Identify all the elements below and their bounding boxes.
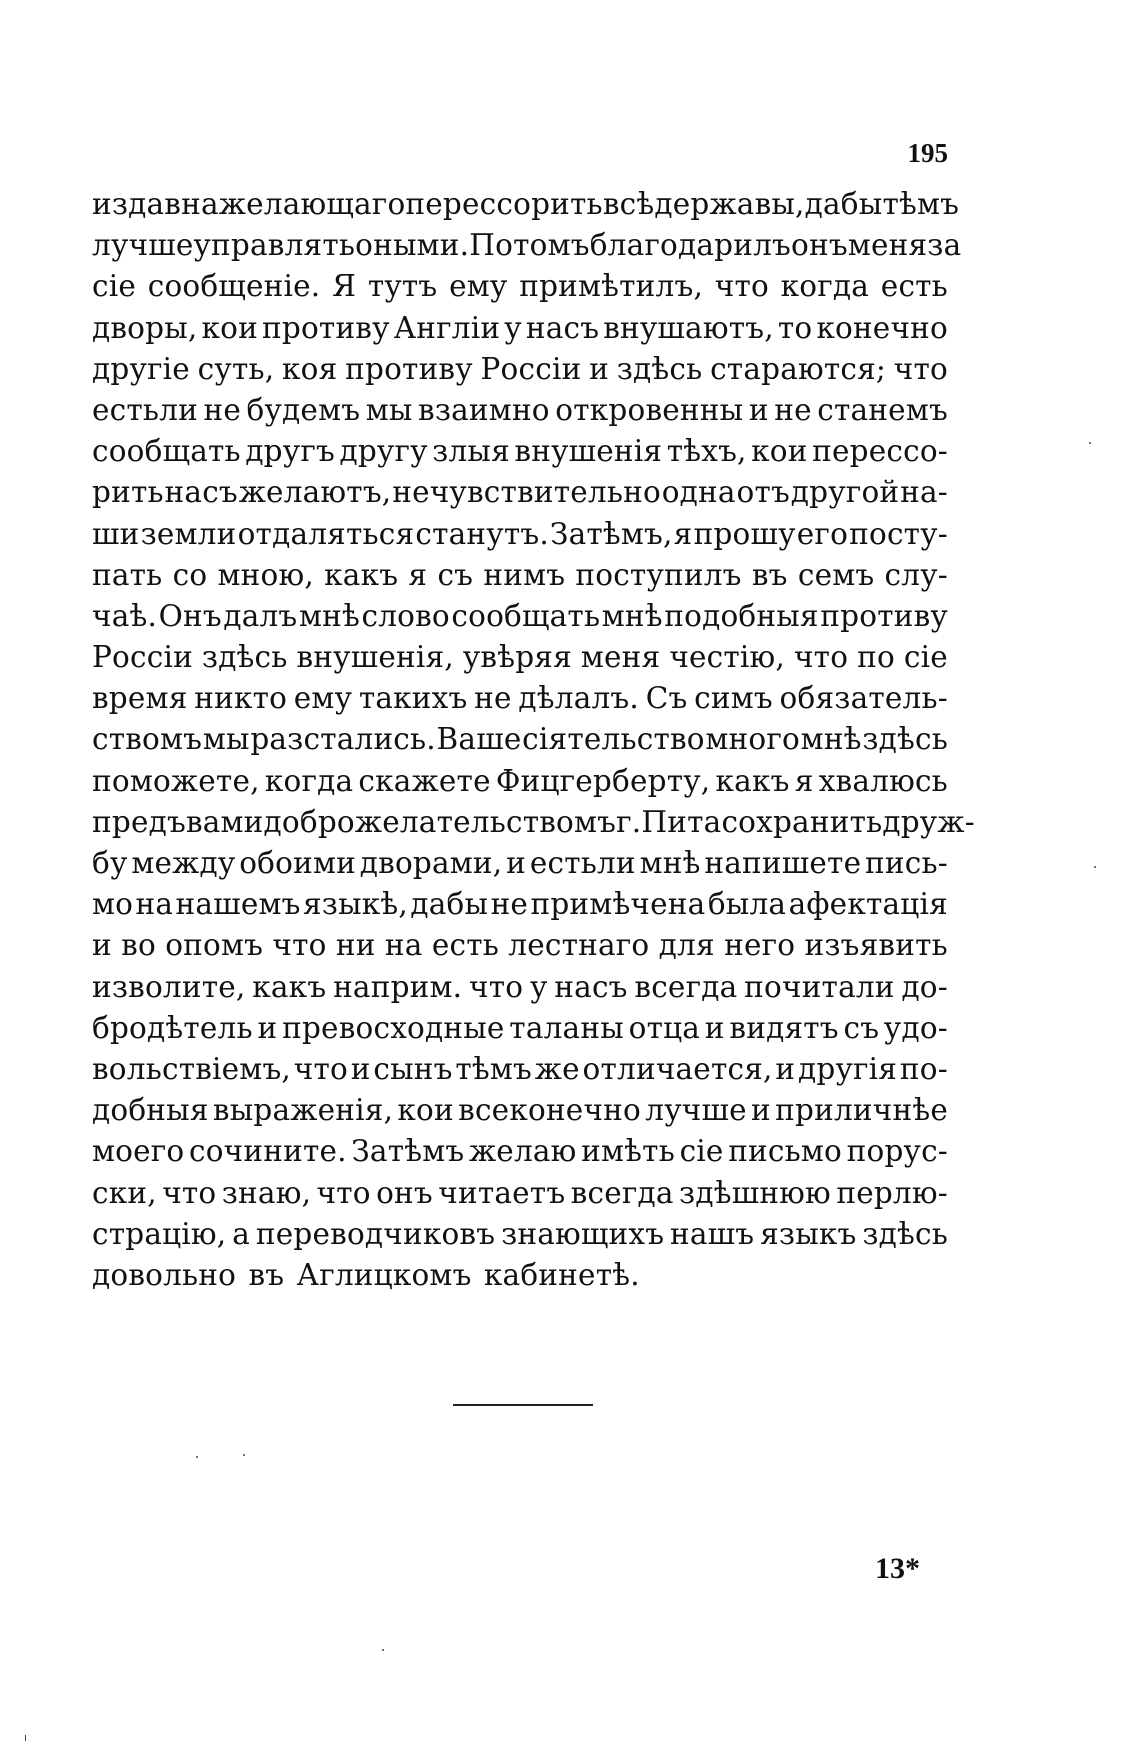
text-line: [92, 1090, 948, 1131]
word: Фицгерберту,: [495, 763, 711, 798]
word: слу-: [884, 557, 948, 592]
word: опомъ: [165, 928, 264, 963]
word: насъ: [525, 310, 600, 345]
word: Англіи: [393, 310, 501, 345]
word: желающаго: [218, 187, 406, 221]
word: конечно: [816, 310, 948, 345]
word: удо-: [883, 1010, 948, 1045]
word: перлю-: [836, 1175, 948, 1210]
word: и: [257, 1010, 278, 1045]
word: сынъ: [373, 1051, 453, 1086]
paper-speck: [382, 1649, 384, 1651]
word: по-: [899, 1051, 948, 1086]
word: со: [172, 557, 208, 592]
word: г.: [616, 804, 642, 839]
word: никто: [194, 681, 288, 716]
word: добныя: [92, 1093, 209, 1128]
word: предъ: [92, 804, 186, 839]
word: благодарилъ: [589, 228, 792, 263]
word: Россіи: [92, 640, 193, 675]
word: семъ: [797, 557, 875, 592]
word: другой: [790, 475, 900, 510]
word: читаетъ: [438, 1175, 566, 1210]
word: рить: [92, 475, 164, 510]
text-line: [92, 1214, 948, 1255]
word: сочините.: [189, 1134, 347, 1169]
word: не: [774, 392, 812, 427]
word: обоими: [239, 846, 356, 880]
word: дабы: [410, 887, 489, 922]
word: нечувствительно: [392, 475, 661, 510]
word: дѣлалъ.: [518, 681, 639, 716]
word: меня: [847, 228, 928, 263]
word: мнѣ: [800, 722, 862, 757]
word: какъ: [324, 557, 399, 592]
word: Я: [332, 269, 357, 304]
word: ствомъ: [92, 722, 203, 757]
word: державы,: [654, 187, 805, 221]
text-line: [92, 884, 948, 925]
word: сіе: [903, 640, 948, 675]
word: примѣчена: [530, 887, 706, 922]
word: когда: [780, 269, 870, 304]
word: другія: [798, 1051, 898, 1086]
text-line: [92, 225, 962, 266]
word: Аглицкомъ: [296, 1257, 472, 1292]
word: видятъ: [729, 1010, 839, 1045]
word: ему: [293, 681, 353, 716]
word: была: [707, 887, 787, 922]
word: внушенія,: [296, 640, 454, 675]
word: не: [490, 887, 529, 922]
word: естьли: [92, 392, 198, 427]
paper-speck: [196, 1456, 198, 1458]
word: изволите,: [92, 969, 246, 1004]
word: что: [162, 1175, 217, 1210]
text-line: [92, 678, 948, 719]
word: напишете: [704, 846, 862, 880]
word: Затѣмъ: [351, 1134, 465, 1169]
word: всѣ: [602, 187, 655, 221]
word: станутъ.: [415, 516, 549, 551]
word: дабы: [804, 187, 883, 221]
word: сохранить: [721, 804, 883, 839]
word: что: [714, 269, 769, 304]
word: какъ: [252, 969, 327, 1004]
text-line: [92, 802, 975, 843]
word: его: [796, 516, 849, 551]
word: сообщеніе.: [147, 269, 321, 304]
word: страцію,: [92, 1216, 227, 1251]
word: языкъ: [760, 1216, 857, 1251]
word: кабинетѣ.: [483, 1257, 640, 1292]
word: выраженія,: [212, 1093, 394, 1128]
word: стараются;: [710, 351, 887, 386]
word: что: [469, 969, 524, 1004]
word: же: [534, 1051, 580, 1086]
word: пись-: [865, 846, 948, 880]
word: обязатель-: [779, 681, 948, 716]
word: языкѣ,: [303, 887, 408, 922]
word: меня: [580, 640, 661, 675]
word: честію,: [669, 640, 786, 675]
word: отдаляться: [237, 516, 415, 551]
text-line: [92, 843, 948, 884]
word: Ваше: [436, 722, 522, 757]
word: сообщать: [451, 598, 601, 633]
word: съ: [843, 1010, 880, 1045]
word: доброжелательствомъ: [263, 804, 617, 839]
word: внушенія: [514, 434, 663, 469]
word: почитали: [744, 969, 895, 1004]
word: другъ: [245, 434, 335, 469]
word: здѣсь: [616, 351, 703, 386]
word: другу: [339, 434, 428, 469]
section-divider: [453, 1404, 593, 1406]
word: мы: [202, 722, 250, 757]
word: ши: [92, 516, 140, 551]
printer-signature-mark: 13*: [875, 1552, 920, 1585]
word: кои: [201, 310, 258, 345]
text-line: [92, 1255, 948, 1296]
word: естьли: [529, 846, 636, 880]
text-line: [92, 967, 948, 1008]
word: сіе: [679, 1134, 724, 1169]
word: и: [704, 1010, 725, 1045]
text-line: [92, 761, 948, 802]
word: пать: [92, 557, 163, 592]
word: во: [121, 928, 156, 963]
word: много: [705, 722, 800, 757]
word: на-: [900, 475, 948, 510]
word: по: [857, 640, 895, 675]
text-line: [92, 349, 948, 390]
text-line: [92, 596, 948, 637]
word: у: [529, 969, 548, 1004]
word: я: [794, 763, 814, 798]
word: до-: [901, 969, 948, 1004]
word: дворы,: [92, 310, 198, 345]
word: моего: [92, 1134, 185, 1169]
word: увѣряя: [462, 640, 572, 675]
word: здѣшнюю: [679, 1175, 831, 1210]
word: друж-: [882, 804, 975, 839]
word: желаю: [468, 1134, 577, 1169]
text-line: [92, 266, 948, 307]
text-line: [92, 719, 948, 760]
word: перессо-: [812, 434, 948, 469]
word: слово: [361, 598, 450, 633]
word: переводчиковъ: [255, 1216, 496, 1251]
word: нашемъ: [175, 887, 301, 922]
word: ни: [335, 928, 376, 963]
word: оными.: [355, 228, 470, 263]
word: Пита: [641, 804, 722, 839]
word: бродѣтель: [92, 1010, 253, 1045]
word: не: [203, 392, 242, 427]
word: противу: [345, 351, 473, 386]
word: и: [751, 1093, 771, 1128]
word: что: [272, 928, 327, 963]
word: станемъ: [817, 392, 948, 427]
word: и: [350, 1051, 371, 1086]
word: знаю,: [221, 1175, 312, 1210]
word: сіе: [92, 269, 137, 304]
word: имѣть: [581, 1134, 675, 1169]
text-line: [92, 390, 948, 431]
word: что: [293, 1051, 348, 1086]
word: отца: [628, 1010, 701, 1045]
word: за: [927, 228, 962, 263]
word: всегда: [570, 1175, 674, 1210]
word: и: [775, 1051, 796, 1086]
body-text: [92, 184, 975, 1296]
word: мо: [92, 887, 134, 922]
word: откровенны: [555, 392, 744, 427]
text-line: [92, 472, 948, 513]
word: мною,: [217, 557, 314, 592]
word: а: [232, 1216, 251, 1251]
word: противу: [262, 310, 390, 345]
word: Потомъ: [469, 228, 590, 263]
word: отъ: [736, 475, 790, 510]
word: взаимно: [418, 392, 550, 427]
word: лучше: [92, 228, 194, 263]
word: не: [474, 681, 512, 716]
word: Россіи: [480, 351, 582, 386]
word: афектація: [788, 887, 948, 922]
word: здѣсь: [201, 640, 288, 675]
word: нашъ: [670, 1216, 755, 1251]
word: чаѣ.: [92, 598, 158, 633]
text-line: [92, 1173, 948, 1214]
word: лестнаго: [508, 928, 650, 963]
text-line: [92, 637, 948, 678]
word: Съ: [645, 681, 688, 716]
paper-speck: [25, 1735, 26, 1741]
word: одна: [661, 475, 736, 510]
word: для: [658, 928, 715, 963]
text-line: [92, 1008, 948, 1049]
word: примѣтилъ,: [519, 269, 704, 304]
word: онъ: [376, 1175, 433, 1210]
word: желаютъ,: [238, 475, 392, 510]
word: насъ: [164, 475, 238, 510]
word: далъ: [223, 598, 298, 633]
word: тѣмъ: [882, 187, 960, 221]
text-line: [92, 555, 948, 596]
word: разстались.: [250, 722, 436, 757]
word: и: [92, 928, 112, 963]
word: то: [777, 310, 813, 345]
word: противу: [820, 598, 948, 633]
word: съ: [437, 557, 474, 592]
paper-speck: [1094, 866, 1096, 868]
word: него: [724, 928, 796, 963]
word: и: [589, 351, 610, 386]
word: превосходные: [282, 1010, 505, 1045]
word: сообщать: [92, 434, 241, 469]
text-line: [92, 431, 948, 472]
word: у: [504, 310, 522, 345]
word: на: [135, 887, 174, 922]
word: что: [893, 351, 948, 386]
word: здѣсь: [862, 722, 948, 757]
word: сіятельство: [522, 722, 705, 757]
word: на: [384, 928, 423, 963]
word: мы: [365, 392, 413, 427]
word: Онъ: [158, 598, 222, 633]
word: управлять: [193, 228, 356, 263]
word: тѣмъ: [455, 1051, 532, 1086]
word: кои: [751, 434, 808, 469]
text-line: [92, 308, 948, 349]
word: что: [793, 640, 849, 675]
word: есть: [431, 928, 499, 963]
text-line: [92, 514, 948, 555]
word: суть,: [197, 351, 275, 386]
word: всеконечно: [458, 1093, 641, 1128]
word: внушаютъ,: [603, 310, 774, 345]
word: вами: [185, 804, 264, 839]
word: посту-: [849, 516, 948, 551]
word: другіе: [92, 351, 190, 386]
word: я: [408, 557, 428, 592]
word: поступилъ: [575, 557, 742, 592]
word: подобныя: [664, 598, 819, 633]
word: тѣхъ,: [666, 434, 747, 469]
word: какъ: [715, 763, 790, 798]
paper-speck: [1089, 442, 1091, 444]
word: когда: [264, 763, 354, 798]
word: симъ: [694, 681, 773, 716]
word: мнѣ: [298, 598, 360, 633]
word: порус-: [846, 1134, 948, 1169]
word: такихъ: [358, 681, 468, 716]
word: ски,: [92, 1175, 157, 1210]
word: что: [316, 1175, 371, 1210]
word: Затѣмъ,: [550, 516, 673, 551]
word: мнѣ: [601, 598, 663, 633]
text-line: [92, 1049, 948, 1090]
word: тутъ: [367, 269, 438, 304]
word: между: [131, 846, 236, 880]
word: приличнѣе: [775, 1093, 948, 1128]
word: въ: [248, 1257, 285, 1292]
word: поможете,: [92, 763, 260, 798]
word: наприм.: [333, 969, 463, 1004]
word: мнѣ: [639, 846, 701, 880]
word: отличается,: [582, 1051, 773, 1086]
word: злыя: [432, 434, 510, 469]
word: насъ: [554, 969, 628, 1004]
word: земли: [140, 516, 237, 551]
word: нимъ: [483, 557, 566, 592]
word: дворами,: [359, 846, 503, 880]
word: кои: [397, 1093, 454, 1128]
word: вольствіемъ,: [92, 1051, 292, 1086]
word: прошу: [693, 516, 796, 551]
word: бу: [92, 846, 128, 880]
word: я: [673, 516, 693, 551]
text-line: [92, 925, 948, 966]
word: лучше: [645, 1093, 747, 1128]
word: знающихъ: [501, 1216, 665, 1251]
word: коя: [282, 351, 338, 386]
word: будемъ: [246, 392, 361, 427]
word: хвалюсь: [818, 763, 948, 798]
word: онъ: [791, 228, 848, 263]
word: довольно: [92, 1257, 237, 1292]
text-line: [92, 184, 960, 225]
paper-speck: [243, 1454, 245, 1456]
word: письмо: [728, 1134, 843, 1169]
word: здѣсь: [862, 1216, 948, 1251]
word: время: [92, 681, 188, 716]
word: въ: [751, 557, 788, 592]
word: ему: [449, 269, 508, 304]
word: есть: [880, 269, 948, 304]
word: скажете: [358, 763, 491, 798]
page-number: 195: [907, 138, 948, 168]
word: изъявить: [804, 928, 948, 963]
word: таланы: [509, 1010, 624, 1045]
word: и: [748, 392, 769, 427]
word: всегда: [634, 969, 738, 1004]
word: издавна: [92, 187, 219, 221]
word: перессорить: [405, 187, 603, 221]
text-line: [92, 1131, 948, 1172]
word: и: [506, 846, 527, 880]
